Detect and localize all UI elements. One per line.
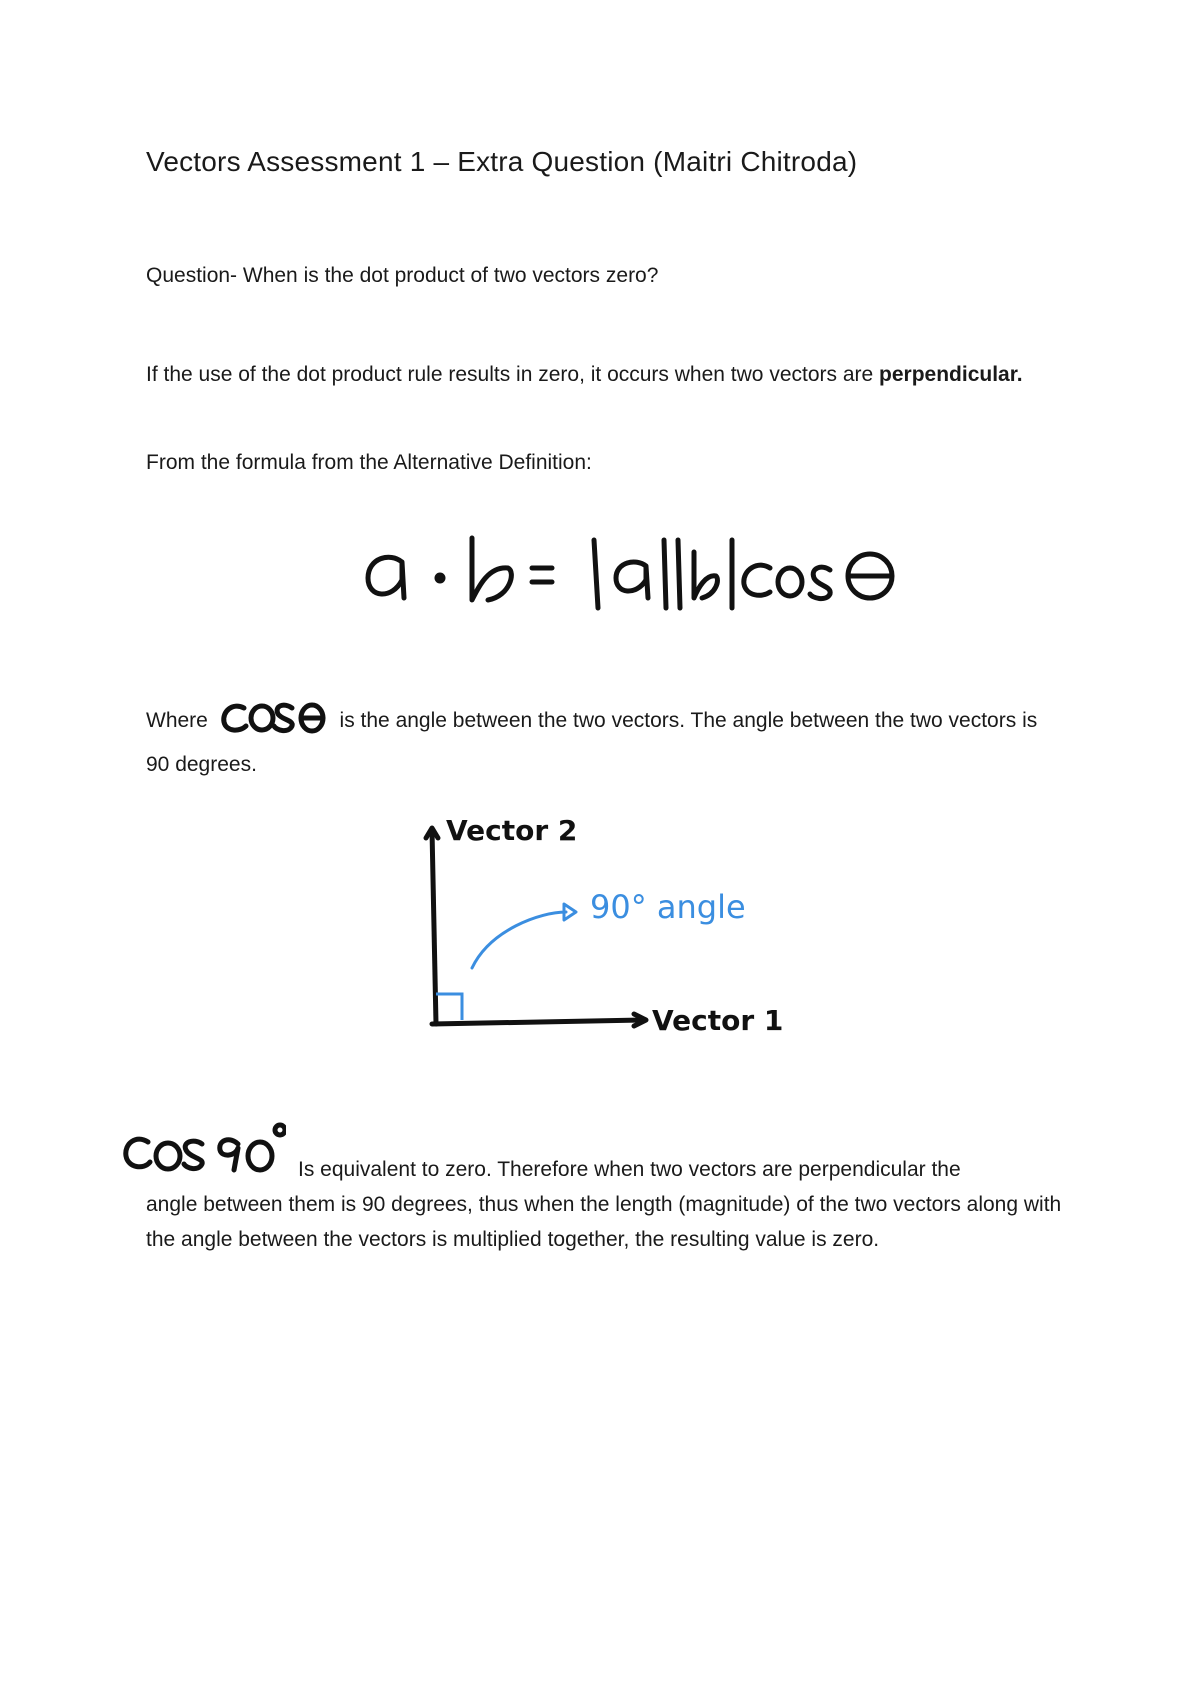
where-before-text: Where	[146, 709, 208, 733]
right-angle-marker	[436, 994, 462, 1020]
conclusion-paragraph	[120, 1120, 1080, 1257]
where-paragraph	[146, 696, 1066, 782]
handwritten-cos-90-drawing	[120, 1120, 286, 1176]
handwritten-formula-drawing	[360, 532, 920, 612]
vector-1-label: Vector 1	[652, 1004, 784, 1037]
conclusion-first-text: Is equivalent to zero. Therefore when two vectors are perpendicular the	[298, 1158, 961, 1181]
angle-pointer-arrow	[472, 912, 566, 968]
vector-2-label: Vector 2	[446, 814, 578, 847]
handwritten-cos-theta-drawing	[220, 696, 326, 736]
perpendicular-vectors-diagram	[420, 810, 820, 1055]
conclusion-rest-text: angle between them is 90 degrees, thus when the length (magnitude) of the two vectors along with the angle between the vectors is multiplied together, the resulting value is zero.	[146, 1193, 1062, 1251]
angle-label: 90° angle	[590, 888, 746, 926]
handwritten-cos-theta	[220, 696, 326, 747]
handwritten-cos-90	[120, 1120, 286, 1187]
question-text: Question- When is the dot product of two vectors zero?	[146, 264, 659, 287]
answer-bold: perpendicular.	[879, 363, 1023, 386]
handwritten-formula	[360, 532, 920, 617]
answer-paragraph	[146, 357, 1046, 392]
vector-1-line	[432, 1020, 644, 1024]
diagram-drawing	[420, 810, 820, 1050]
formula-intro-text: From the formula from the Alternative Definition:	[146, 451, 592, 474]
conclusion-first-line	[120, 1120, 1080, 1187]
where-after-text: is the angle between the two vectors. The angle between the two vectors is 90 degrees.	[146, 709, 1038, 776]
vector-2-line	[432, 830, 436, 1024]
answer-text: If the use of the dot product rule results in zero, it occurs when two vectors are	[146, 363, 880, 386]
document-title: Vectors Assessment 1 – Extra Question (Maitri Chitroda)	[146, 146, 858, 177]
